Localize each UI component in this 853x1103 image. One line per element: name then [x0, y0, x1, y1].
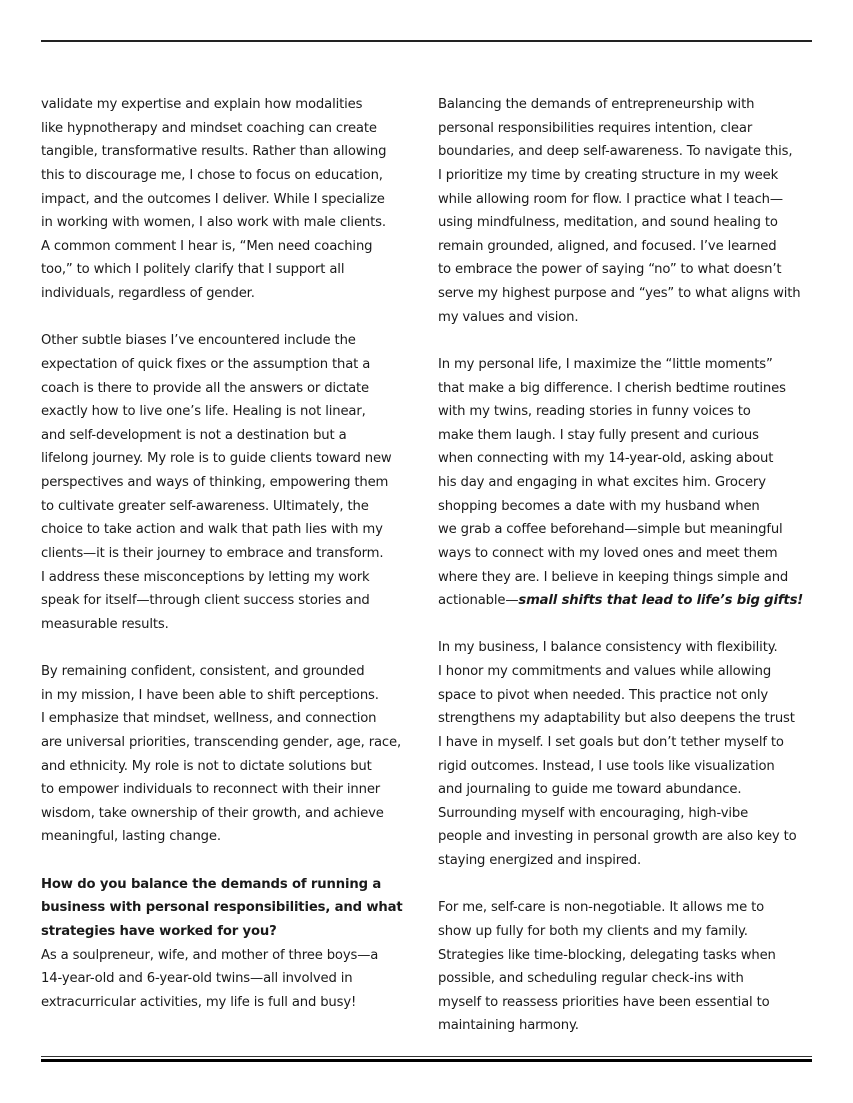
body-text: Balancing the demands of entrepreneurship with [438, 97, 755, 112]
paragraph-gap [41, 636, 421, 660]
text-line [438, 991, 818, 1015]
body-text: using mindfulness, meditation, and sound healing to [438, 215, 778, 231]
body-text: extracurricular activities, my life is full and busy! [41, 994, 357, 1010]
body-text: too,” to which I politely clarify that I support all [41, 262, 345, 278]
text-line [41, 707, 421, 731]
body-text: with my twins, reading stories in funny voices to [438, 404, 751, 420]
text-line [438, 282, 818, 306]
body-text: wisdom, take ownership of their growth, and achieve [41, 805, 384, 821]
question-text: strategies have worked for you? [41, 923, 277, 939]
text-line [41, 944, 421, 968]
body-text: serve my highest purpose and “yes” to what aligns with [438, 286, 801, 301]
body-text: meaningful, lasting change. [41, 829, 221, 845]
text-line [41, 447, 421, 471]
text-line [41, 377, 421, 401]
body-text: and self-development is not a destination but a [41, 427, 347, 443]
body-text: clients—it is their journey to embrace and transform. [41, 545, 384, 561]
body-text: myself to reassess priorities have been essential to [438, 994, 770, 1010]
text-line [41, 613, 421, 637]
body-text: space to pivot when needed. This practice not only [438, 687, 769, 703]
text-line [438, 377, 818, 401]
body-text: coach is there to provide all the answers or dictate [41, 380, 369, 396]
text-line [438, 636, 818, 660]
text-line [438, 400, 818, 424]
body-text: personal responsibilities requires intention, clear [438, 120, 753, 136]
body-text: I emphasize that mindset, wellness, and connection [41, 711, 377, 727]
text-line [41, 542, 421, 566]
body-text: individuals, regardless of gender. [41, 286, 255, 301]
paragraph-gap [41, 849, 421, 873]
text-line [41, 684, 421, 708]
body-text: I address these misconceptions by letting my work [41, 569, 370, 585]
text-line [438, 211, 818, 235]
text-line [438, 258, 818, 282]
text-line [41, 920, 421, 944]
body-text: exactly how to live one’s life. Healing is not linear, [41, 404, 366, 420]
text-line [438, 825, 818, 849]
body-text: show up fully for both my clients and my family. [438, 923, 748, 939]
body-text: to empower individuals to reconnect with their inner [41, 782, 381, 798]
text-line [41, 211, 421, 235]
body-text: impact, and the outcomes I deliver. While I specialize [41, 191, 385, 207]
body-text: staying energized and inspired. [438, 853, 642, 868]
text-line [438, 589, 818, 613]
text-line [41, 188, 421, 212]
body-text: For me, self-care is non-negotiable. It allows me to [438, 900, 765, 916]
body-text: while allowing room for flow. I practice what I teach— [438, 191, 783, 207]
paragraph-gap [438, 329, 818, 353]
text-line [438, 188, 818, 212]
body-text: boundaries, and deep self-awareness. To navigate this, [438, 144, 793, 160]
text-line [41, 518, 421, 542]
text-line [41, 873, 421, 897]
body-text: expectation of quick fixes or the assumption that a [41, 356, 371, 372]
text-line [41, 589, 421, 613]
body-text: I prioritize my time by creating structure in my week [438, 167, 779, 183]
text-line [41, 353, 421, 377]
body-text: I honor my commitments and values while allowing [438, 664, 772, 679]
text-line [41, 93, 421, 117]
text-line [438, 542, 818, 566]
text-line [41, 424, 421, 448]
body-text: people and investing in personal growth are also key to [438, 829, 797, 845]
text-line [41, 235, 421, 259]
body-text: are universal priorities, transcending gender, age, race, [41, 734, 402, 750]
text-line [438, 778, 818, 802]
body-text: In my personal life, I maximize the “little moments” [438, 356, 773, 372]
text-line [438, 707, 818, 731]
text-line [41, 140, 421, 164]
text-line [438, 1014, 818, 1038]
body-text: lifelong journey. My role is to guide clients toward new [41, 451, 392, 467]
text-line [438, 967, 818, 991]
text-line [438, 164, 818, 188]
text-line [438, 755, 818, 779]
body-text: I have in myself. I set goals but don’t tether myself to [438, 734, 784, 750]
body-text: 14-year-old and 6-year-old twins—all involved in [41, 971, 353, 987]
body-text: Strategies like time-blocking, delegating tasks when [438, 947, 776, 963]
text-line [438, 566, 818, 590]
body-text: we grab a coffee beforehand—simple but meaningful [438, 522, 783, 538]
paragraph-gap [41, 306, 421, 330]
body-text: Surrounding myself with encouraging, high-vibe [438, 805, 749, 821]
body-text: in working with women, I also work with male clients. [41, 215, 386, 231]
text-line [41, 896, 421, 920]
text-line [41, 825, 421, 849]
text-line [438, 117, 818, 141]
body-text: perspectives and ways of thinking, empowering them [41, 475, 389, 490]
text-line [438, 518, 818, 542]
question-text: How do you balance the demands of running a [41, 876, 382, 892]
text-line [41, 660, 421, 684]
body-text: and journaling to guide me toward abundance. [438, 782, 742, 798]
body-text: strengthens my adaptability but also deepens the trust [438, 711, 795, 727]
text-line [438, 495, 818, 519]
body-text: possible, and scheduling regular check-ins with [438, 971, 744, 987]
text-line [41, 967, 421, 991]
body-text: make them laugh. I stay fully present and curious [438, 427, 759, 443]
text-line [41, 991, 421, 1015]
text-line [438, 660, 818, 684]
body-text: measurable results. [41, 616, 169, 632]
top-rule [41, 40, 812, 42]
text-line [438, 731, 818, 755]
body-text: Other subtle biases I’ve encountered include the [41, 333, 356, 349]
body-text: remain grounded, aligned, and focused. I’ve learned [438, 238, 777, 254]
text-line [438, 849, 818, 873]
body-text: rigid outcomes. Instead, I use tools like visualization [438, 758, 775, 774]
text-line [41, 329, 421, 353]
text-line [41, 117, 421, 141]
text-line [41, 755, 421, 779]
body-text: A common comment I hear is, “Men need coaching [41, 238, 373, 254]
text-line [438, 920, 818, 944]
text-line [438, 896, 818, 920]
body-text: maintaining harmony. [438, 1018, 579, 1034]
paragraph-gap [438, 873, 818, 897]
text-line [438, 471, 818, 495]
text-line [41, 731, 421, 755]
text-line [41, 802, 421, 826]
text-line [438, 944, 818, 968]
bottom-rule-thin [41, 1056, 812, 1057]
body-text: this to discourage me, I chose to focus on education, [41, 167, 383, 183]
body-text: when connecting with my 14-year-old, asking about [438, 451, 774, 467]
question-text: business with personal responsibilities, and what [41, 900, 403, 916]
paragraph-gap [438, 613, 818, 637]
body-text: actionable— [438, 593, 519, 609]
body-text: to embrace the power of saying “no” to what doesn’t [438, 262, 782, 278]
body-text: choice to take action and walk that path lies with my [41, 522, 383, 538]
text-line [438, 447, 818, 471]
text-line [438, 802, 818, 826]
body-text: tangible, transformative results. Rather than allowing [41, 144, 387, 160]
text-line [41, 778, 421, 802]
text-line [41, 400, 421, 424]
body-text: my values and vision. [438, 309, 579, 325]
text-line [41, 282, 421, 306]
left-column [41, 93, 421, 1014]
bottom-rule-thick [41, 1059, 812, 1062]
body-text: and ethnicity. My role is not to dictate solutions but [41, 758, 372, 774]
body-text: to cultivate greater self-awareness. Ultimately, the [41, 498, 369, 514]
body-text: validate my expertise and explain how modalities [41, 97, 363, 112]
right-column [438, 93, 818, 1038]
body-text: his day and engaging in what excites him. Grocery [438, 475, 766, 490]
body-text: where they are. I believe in keeping things simple and [438, 569, 789, 585]
text-line [438, 140, 818, 164]
body-text: like hypnotherapy and mindset coaching can create [41, 120, 377, 136]
body-text: speak for itself—through client success stories and [41, 593, 370, 609]
body-text: that make a big difference. I cherish bedtime routines [438, 380, 786, 396]
text-line [438, 235, 818, 259]
text-line [438, 684, 818, 708]
text-line [438, 424, 818, 448]
text-line [438, 306, 818, 330]
body-text: By remaining confident, consistent, and grounded [41, 664, 365, 679]
text-line [41, 495, 421, 519]
text-line [438, 93, 818, 117]
body-text: In my business, I balance consistency with flexibility. [438, 640, 778, 656]
text-line [438, 353, 818, 377]
text-line [41, 471, 421, 495]
body-text: ways to connect with my loved ones and meet them [438, 545, 778, 561]
body-text: in my mission, I have been able to shift perceptions. [41, 687, 379, 703]
text-line [41, 258, 421, 282]
text-line [41, 164, 421, 188]
emphasis-text: small shifts that lead to life’s big gifts! [518, 593, 804, 609]
text-line [41, 566, 421, 590]
body-text: shopping becomes a date with my husband when [438, 498, 760, 514]
body-text: As a soulpreneur, wife, and mother of three boys—a [41, 947, 379, 963]
